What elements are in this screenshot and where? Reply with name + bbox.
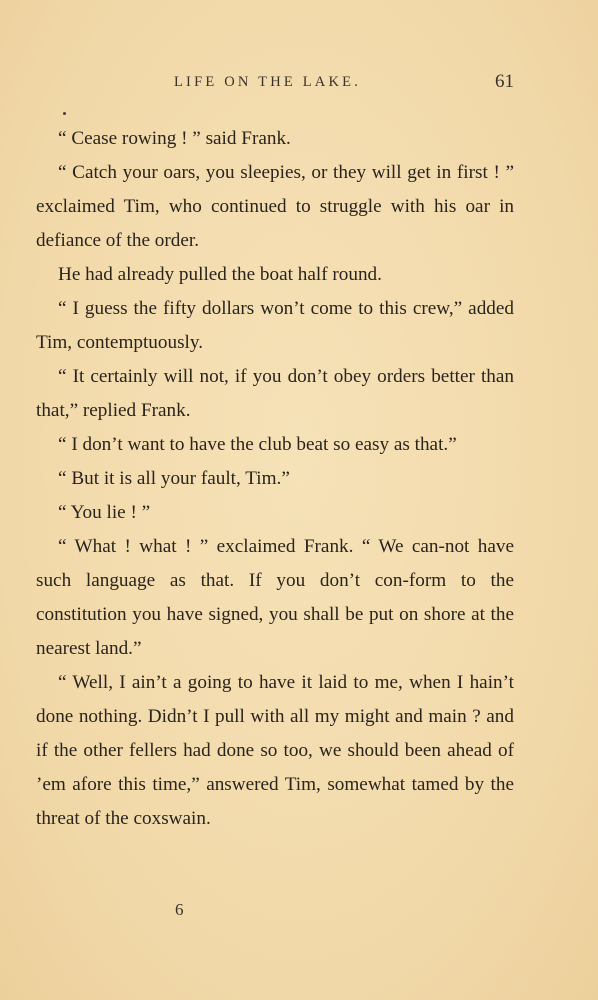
paragraph: “ You lie ! ”: [58, 502, 151, 523]
paragraph: “ Well, I ain’t a going to have it laid to me, when I hain’t done nothing. Didn’t I pull with all my might and main ? and if the other fellers had done so too, we should been ahead of ’em afore this time,” answered Tim, somewhat tamed by the threat of the coxswain.: [36, 672, 514, 829]
paragraph: “ But it is all your fault, Tim.”: [58, 468, 290, 489]
paragraph: “ I don’t want to have the club beat so easy as that.”: [58, 434, 457, 455]
paragraph: He had already pulled the boat half round.: [58, 264, 382, 285]
paragraph: “ Cease rowing ! ” said Frank.: [58, 128, 291, 149]
ink-speck: [63, 112, 66, 115]
running-head: [36, 71, 514, 98]
running-title: LIFE ON THE LAKE.: [174, 74, 362, 90]
body-text: [36, 122, 514, 836]
paragraph: “ It certainly will not, if you don’t obey orders better than that,” replied Frank.: [36, 366, 514, 421]
paragraph: “ What ! what ! ” exclaimed Frank. “ We can-not have such language as that. If you don’t con-form to the constitution you have signed, you shall be put on shore at the nearest land.”: [36, 536, 514, 659]
signature-mark: 6: [175, 900, 184, 919]
paragraph: “ Catch your oars, you sleepies, or they will get in first ! ” exclaimed Tim, who continued to struggle with his oar in defiance of the order.: [36, 162, 514, 251]
paragraph: “ I guess the fifty dollars won’t come to this crew,” added Tim, contemptuously.: [36, 298, 514, 353]
page-number: 61: [495, 71, 514, 92]
